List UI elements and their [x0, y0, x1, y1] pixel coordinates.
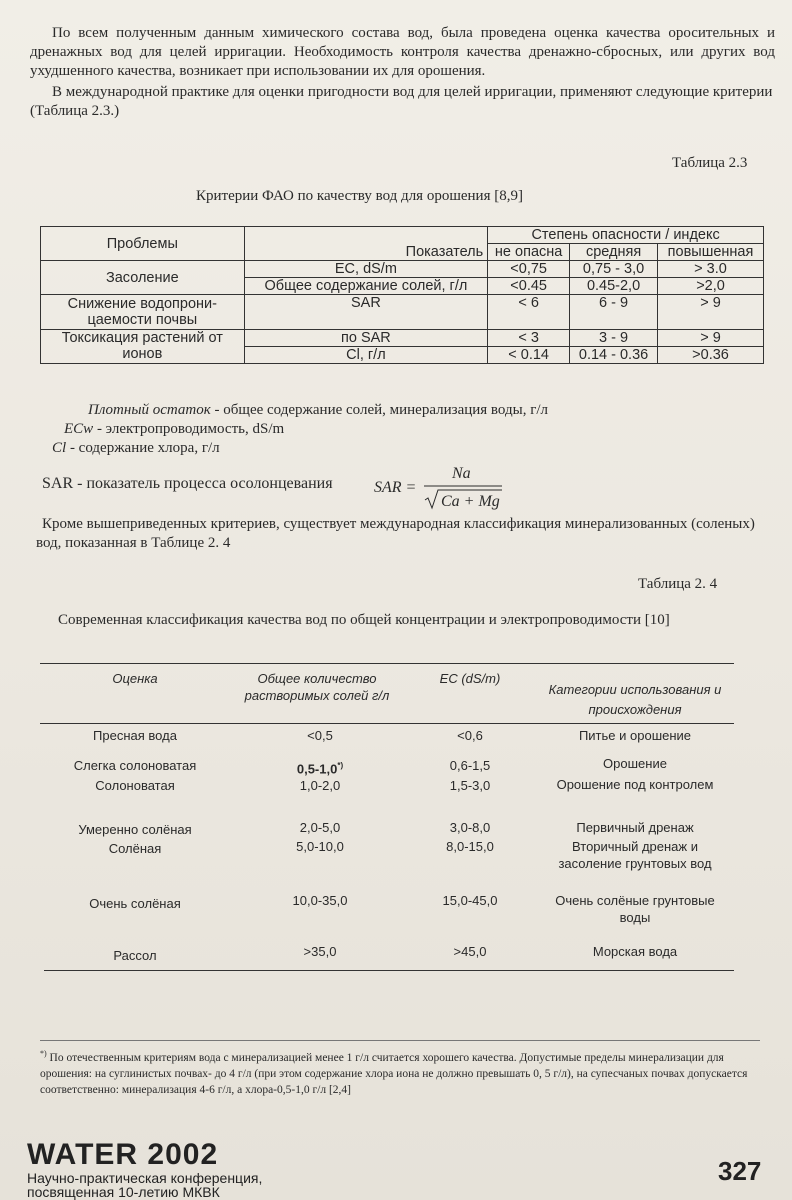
indicator-cell: EC, dS/m [244, 261, 488, 278]
use-cell: Питье и орошение [578, 728, 692, 743]
footnote-mark: *) [337, 761, 344, 770]
ec-cell: <0,6 [457, 728, 483, 743]
definition-dry-residue [88, 400, 548, 420]
definition-term: Cl [52, 440, 67, 456]
header-high: повышенная [658, 244, 764, 261]
footnote-text: По отечественным критериям вода с минерализацией менее 1 г/л считается хорошего качества. Допустимые пределы минерализации для орошения: на суглинистых почвах- до 4 г/л (при этом содержание хлора иона не должно превышать 0, 5 г/л), на супесчаных почвах допускается соответственно: минерализация 4-6 г/л, а хлора-0,5-1,0 г/л [2,4] [40, 1051, 748, 1096]
rating-cell: Пресная вода [93, 728, 177, 743]
rating-cell: Солёная [108, 841, 162, 856]
table-row [41, 261, 764, 278]
definition-cl [52, 438, 220, 458]
value-cell: <0.45 [488, 278, 570, 295]
value-cell: > 9 [658, 295, 764, 330]
value-cell: 0.45-2,0 [570, 278, 658, 295]
indicator-cell: по SAR [244, 330, 488, 347]
header-salts-line2: растворимых солей г/л [244, 688, 390, 703]
value-cell: <0,75 [488, 261, 570, 278]
value-cell: 0,75 - 3,0 [570, 261, 658, 278]
problem-cell: Снижение водопрони- цаемости почвы [41, 295, 245, 330]
header-indicator: Показатель [244, 227, 488, 261]
salts-cell: >35,0 [303, 944, 337, 959]
formula-lhs: SAR = [374, 479, 417, 496]
table-header-row [41, 227, 764, 244]
definition-term: Плотный остаток [88, 402, 211, 418]
salts-cell: 5,0-10,0 [296, 839, 344, 854]
rating-cell: Очень солёная [89, 896, 181, 911]
table-2-3-title: Критерии ФАО по качеству вод для орошения [8,9] [196, 188, 523, 204]
ec-cell: 0,6-1,5 [449, 758, 491, 773]
use-cell: Орошение под контролем [556, 777, 714, 792]
use-cell: Орошение [603, 756, 667, 771]
table-2-3-label: Таблица 2.3 [672, 155, 748, 171]
header-category-line1: Категории использования и [548, 682, 722, 697]
indicator-cell: Cl, г/л [244, 347, 488, 364]
fao-criteria-table [40, 226, 764, 364]
salts-cell: 10,0-35,0 [292, 893, 348, 908]
salts-cell [240, 757, 400, 777]
indicator-cell: SAR [244, 295, 488, 330]
use-line2: воды [619, 910, 651, 925]
definition-text: - содержание хлора, г/л [66, 440, 220, 456]
use-line1: Вторичный дренаж и [572, 839, 698, 854]
footnote-mark: *) [40, 1049, 47, 1058]
sar-definition: SAR - показатель процесса осолонцевания [42, 475, 333, 492]
ec-cell: >45,0 [453, 944, 487, 959]
ec-cell: 15,0-45,0 [442, 893, 498, 908]
header-medium: средняя [570, 244, 658, 261]
table-bottom-rule [44, 970, 734, 971]
header-rating: Оценка [112, 671, 158, 686]
definition-text: - электропроводимость, dS/m [93, 421, 285, 437]
value-cell: > 9 [658, 330, 764, 347]
value-cell: 0.14 - 0.36 [570, 347, 658, 364]
problem-cell: Засоление [41, 261, 245, 295]
salts-cell: <0,5 [307, 728, 333, 743]
use-line1: Очень солёные грунтовые [555, 893, 715, 908]
value-cell: > 3.0 [658, 261, 764, 278]
table-top-rule [40, 663, 734, 664]
use-cell: Первичный дренаж [576, 820, 694, 835]
value-cell: < 3 [488, 330, 570, 347]
problem-cell: Токсикация растений от ионов [41, 330, 245, 364]
header-category-line2: происхождения [588, 702, 682, 717]
definition-ecw [64, 419, 284, 439]
formula-numerator: Na [452, 465, 471, 482]
use-cell [540, 838, 730, 872]
value-cell: < 6 [488, 295, 570, 330]
value-cell: >2,0 [658, 278, 764, 295]
sar-formula [370, 462, 510, 512]
intro-paragraph-1: По всем полученным данным химического состава вод, была проведена оценка качества оросительных и дренажных вод для целей ирригации. Необходимость контроля качества дренажно-сбросных, или других вод ухудшенного качества, возникает при использовании их для орошения. [30, 25, 775, 79]
ec-cell: 3,0-8,0 [449, 820, 491, 835]
use-line2: засоление грунтовых вод [558, 856, 712, 871]
rating-cell: Солоноватая [95, 778, 175, 793]
table-2-4-title: Современная классификация качества вод по общей концентрации и электропроводимости [10] [58, 612, 670, 628]
rating-cell: Умеренно солёная [78, 822, 192, 837]
conference-line-1: Научно-практическая конференция, [27, 1170, 263, 1186]
header-problems: Проблемы [41, 227, 245, 261]
intro-paragraph-2: В международной практике для оценки пригодности вод для целей ирригации, применяют следующие критерии (Таблица 2.3.) [30, 84, 773, 119]
conference-line-2: посвященная 10-летию МКВК [27, 1184, 220, 1200]
rating-cell: Слегка солоноватая [73, 758, 197, 773]
water-2002-logo: WATER 2002 [27, 1138, 219, 1171]
formula-denominator: Ca + Mg [441, 493, 500, 510]
use-cell: Морская вода [592, 944, 678, 959]
header-ec: EC (dS/m) [439, 671, 501, 686]
page-number: 327 [718, 1156, 762, 1186]
salts-value: 0,5-1,0 [296, 761, 338, 777]
footnote-rule [40, 1040, 760, 1041]
ec-cell: 1,5-3,0 [449, 778, 491, 793]
header-degree: Степень опасности / индекс [488, 227, 764, 244]
use-cell [540, 892, 730, 926]
salts-cell: 1,0-2,0 [299, 778, 341, 793]
rating-cell: Рассол [113, 948, 157, 963]
table-2-4-label: Таблица 2. 4 [638, 576, 718, 592]
table-row [41, 330, 764, 347]
header-salts-line1: Общее количество [257, 671, 377, 686]
value-cell: < 0.14 [488, 347, 570, 364]
header-salts [232, 670, 402, 704]
header-none: не опасна [488, 244, 570, 261]
paragraph-3: Кроме вышеприведенных критериев, существует международная классификация минерализованных (соленых) вод, показанная в Таблице 2. 4 [36, 516, 755, 551]
definition-text: - общее содержание солей, минерализация воды, г/л [210, 402, 548, 418]
table-header-rule [40, 723, 734, 724]
value-cell: 3 - 9 [570, 330, 658, 347]
value-cell: >0.36 [658, 347, 764, 364]
table-row [41, 295, 764, 330]
indicator-cell: Общее содержание солей, г/л [244, 278, 488, 295]
header-category [540, 680, 730, 720]
footnote [40, 1046, 760, 1098]
definition-term: ECw [64, 421, 94, 437]
value-cell: 6 - 9 [570, 295, 658, 330]
salts-cell: 2,0-5,0 [299, 820, 341, 835]
ec-cell: 8,0-15,0 [446, 839, 494, 854]
